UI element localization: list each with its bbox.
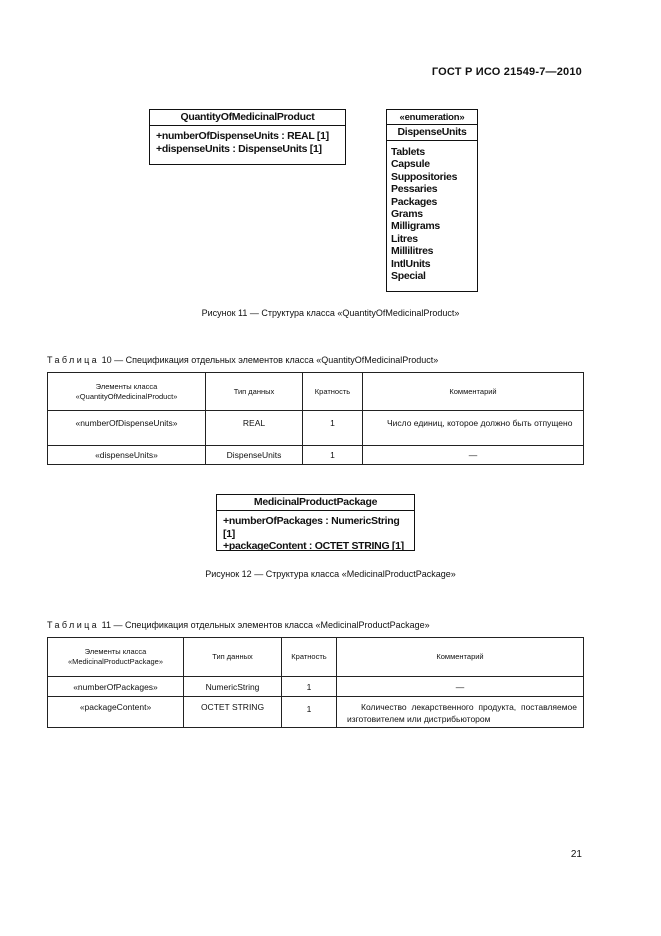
column-header: Элементы класса «MedicinalProductPackage» [48, 638, 184, 677]
uml-enum-literal: Litres [391, 232, 418, 245]
cell-multiplicity: 1 [303, 411, 363, 446]
figure-12-caption: Рисунок 12 — Структура класса «MedicinalProductPackage» [205, 569, 456, 579]
table-11 [47, 637, 584, 728]
figure-11-caption: Рисунок 11 — Структура класса «QuantityOfMedicinalProduct» [201, 308, 460, 318]
cell-comment: — [337, 677, 584, 697]
table-label: Таблица [47, 620, 100, 630]
column-header: Кратность [303, 373, 363, 411]
cell-multiplicity: 1 [282, 697, 337, 728]
cell-element: «numberOfPackages» [48, 677, 184, 697]
column-header: Кратность [282, 638, 337, 677]
uml-enum-literal: Millilitres [391, 245, 434, 258]
column-header: Тип данных [184, 638, 282, 677]
column-header: Элементы класса «QuantityOfMedicinalProduct» [48, 373, 206, 411]
table-10-caption [47, 355, 438, 365]
table-header-row [48, 638, 584, 677]
cell-type: REAL [206, 411, 303, 446]
cell-comment: Число единиц, которое должно быть отпущено [363, 411, 584, 446]
uml-class-quantity-of-medicinal-product [149, 109, 346, 165]
table-row [48, 677, 584, 697]
uml-attribute: +numberOfPackages : NumericString [1] [223, 515, 400, 540]
uml-enum-name: DispenseUnits [387, 124, 477, 141]
cell-comment: Количество лекарственного продукта, поставляемое изготовителем или дистрибьютором [337, 697, 584, 728]
uml-enum-literal: Special [391, 270, 426, 283]
uml-enum-literal: Packages [391, 195, 438, 208]
uml-enum-literals [387, 141, 477, 287]
table-caption-text: 11 — Спецификация отдельных элементов класса «MedicinalProductPackage» [101, 620, 430, 630]
table-11-caption [47, 620, 430, 630]
cell-type: OCTET STRING [184, 697, 282, 728]
cell-element: «numberOfDispenseUnits» [48, 411, 206, 446]
column-header: Комментарий [337, 638, 584, 677]
page-number: 21 [570, 849, 582, 860]
table-row [48, 697, 584, 728]
uml-enum-literal: Pessaries [391, 183, 438, 196]
uml-attribute: +numberOfDispenseUnits : REAL [1] [156, 130, 329, 142]
table-row [48, 446, 584, 465]
table-label: Таблица [47, 355, 100, 365]
uml-stereotype: «enumeration» [399, 112, 465, 123]
cell-type: NumericString [184, 677, 282, 697]
uml-attribute: +dispenseUnits : DispenseUnits [1] [156, 142, 322, 155]
table-10 [47, 372, 584, 465]
uml-enum-literal: Capsule [391, 158, 430, 171]
table-row [48, 411, 584, 446]
uml-enum-literal: IntlUnits [391, 257, 431, 270]
table-header-row [48, 373, 584, 411]
cell-type: DispenseUnits [206, 446, 303, 465]
uml-enum-literal: Suppositories [391, 170, 458, 183]
uml-class-name: QuantityOfMedicinalProduct [150, 110, 345, 126]
cell-element: «dispenseUnits» [48, 446, 206, 465]
uml-class-medicinal-product-package [216, 494, 415, 551]
uml-class-attributes [217, 511, 414, 557]
cell-multiplicity: 1 [282, 677, 337, 697]
table-caption-text: 10 — Спецификация отдельных элементов класса «QuantityOfMedicinalProduct» [101, 355, 439, 365]
column-header: Комментарий [363, 373, 584, 411]
document-header: ГОСТ Р ИСО 21549-7—2010 [431, 66, 582, 78]
uml-enumeration-dispense-units [386, 109, 478, 292]
column-header: Тип данных [206, 373, 303, 411]
uml-class-name: MedicinalProductPackage [217, 495, 414, 511]
uml-enum-literal: Milligrams [391, 220, 440, 233]
uml-attribute: +packageContent : OCTET STRING [1] [223, 540, 404, 552]
cell-element: «packageContent» [48, 697, 184, 728]
cell-multiplicity: 1 [303, 446, 363, 465]
cell-comment: — [363, 446, 584, 465]
uml-class-attributes [150, 126, 345, 159]
uml-enum-literal: Grams [391, 208, 423, 221]
uml-enum-literal: Tablets [391, 146, 425, 158]
